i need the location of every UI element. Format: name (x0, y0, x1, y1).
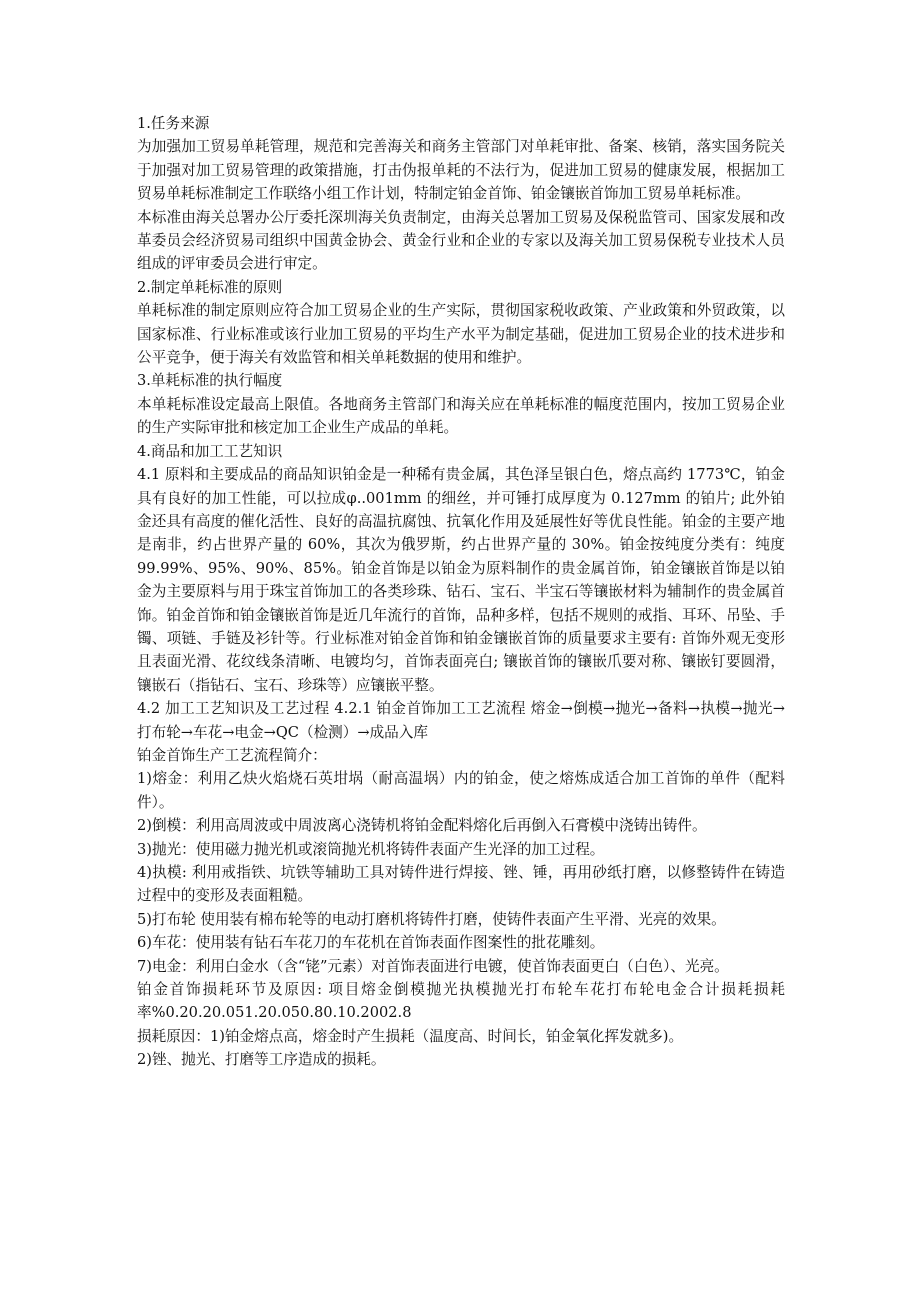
paragraph-principles: 单耗标准的制定原则应符合加工贸易企业的生产实际，贯彻国家税收政策、产业政策和外贸政策，以国家标准、行业标准或该行业加工贸易的平均生产水平为制定基础，促进加工贸易企业的技术进步和公平竞争，便于海关有效监管和相关单耗数据的使用和维护。 (137, 302, 785, 367)
list-item-melting: 1)熔金：利用乙炔火焰烧石英坩埚（耐高温埚）内的铂金，使之熔炼成适合加工首饰的单件（配料件）。 (137, 770, 785, 811)
paragraph-loss-reason-2: 2)锉、抛光、打磨等工序造成的损耗。 (137, 1051, 386, 1069)
paragraph-loss-reason-1: 损耗原因：1)铂金熔点高，熔金时产生损耗（温度高、时间长，铂金氧化挥发就多)。 (137, 1027, 684, 1045)
heading-execution-range: 3.单耗标准的执行幅度 (137, 372, 283, 390)
heading-task-source: 1.任务来源 (137, 115, 210, 132)
paragraph-execution-range: 本单耗标准设定最高上限值。各地商务主管部门和海关应在单耗标准的幅度范围内，按加工贸易企业的生产实际审批和核定加工企业生产成品的单耗。 (137, 395, 785, 437)
heading-product-knowledge: 4.商品和加工工艺知识 (137, 442, 283, 460)
paragraph-purpose: 为加强加工贸易单耗管理，规范和完善海关和商务主管部门对单耗审批、备案、核销，落实国务院关于加强对加工贸易管理的政策措施，打击伪报单耗的不法行为，促进加工贸易的健康发展，根据加工贸易单耗标准制定工作联络小组工作计划，特制定铂金首饰、铂金镶嵌首饰加工贸易单耗标准。 (137, 138, 785, 203)
paragraph-loss-table: 铂金首饰损耗环节及原因: 项目熔金倒模抛光执模抛光打布轮车花打布轮电金合计损耗损耗率%0.20.20.051.20.050.80.10.2002.8 (137, 981, 785, 1022)
list-item-filing: 4)执模: 利用戒指铁、坑铁等辅助工具对铸件进行焊接、锉、锤，再用砂纸打磨，以修整铸件在铸造过程中的变形及表面粗糙。 (137, 864, 785, 905)
document-body (137, 112, 785, 1072)
list-item-buffing: 5)打布轮 使用装有棉布轮等的电动打磨机将铸件打磨，使铸件表面产生平滑、光亮的效果。 (137, 910, 726, 928)
list-item-engraving: 6)车花：使用装有钻石车花刀的车花机在首饰表面作图案性的批花雕刻。 (137, 934, 605, 952)
paragraph-process-flow: 4.2 加工工艺知识及工艺过程 4.2.1 铂金首饰加工工艺流程 熔金→倒模→抛光→备料→执模→抛光→打布轮→车花→电金→QC（检测）→成品入库 (137, 700, 785, 741)
paragraph-process-intro: 铂金首饰生产工艺流程简介： (137, 746, 327, 764)
list-item-casting: 2)倒模：利用高周波或中周波离心浇铸机将铂金配料熔化后再倒入石膏模中浇铸出铸件。 (137, 817, 707, 835)
paragraph-drafting-authority: 本标准由海关总署办公厅委托深圳海关负责制定，由海关总署加工贸易及保税监管司、国家发展和改革委员会经济贸易司组织中国黄金协会、黄金行业和企业的专家以及海关加工贸易保税专业技术人员组成的评审委员会进行审定。 (137, 208, 785, 273)
heading-principles: 2.制定单耗标准的原则 (137, 278, 283, 296)
list-item-plating: 7)电金：利用白金水（含“铑”元素）对首饰表面进行电镀，使首饰表面更白（白色）、光亮。 (137, 957, 729, 975)
list-item-polishing: 3)抛光：使用磁力抛光机或滚筒抛光机将铸件表面产生光泽的加工过程。 (137, 840, 605, 858)
paragraph-platinum-knowledge: 4.1 原料和主要成品的商品知识铂金是一种稀有贵金属，其色泽呈银白色，熔点高约 1773℃，铂金具有良好的加工性能，可以拉成φ..001mm 的细丝，并可锤打成厚度为 0.127mm 的铂片; 此外铂金还具有高度的催化活性、良好的高温抗腐蚀、抗氧化作用及延展性好等优良性能。铂金的主要产地是南非，约占世界产量的 60%，其次为俄罗斯，约占世界产量的 30%。铂金按纯度分类有：纯度 99.99%、95%、90%、85%。铂金首饰是以铂金为原料制作的贵金属首饰，铂金镶嵌首饰是以铂金为主要原料与用于珠宝首饰加工的各类珍珠、钻石、宝石、半宝石等镶嵌材料为辅制作的贵金属首饰。铂金首饰和铂金镶嵌首饰是近几年流行的首饰，品种多样，包括不规则的戒指、耳环、吊坠、手镯、项链、手链及衫针等。行业标准对铂金首饰和铂金镶嵌首饰的质量要求主要有: 首饰外观无变形且表面光滑、花纹线条清晰、电镀均匀，首饰表面亮白; 镶嵌首饰的镶嵌爪要对称、镶嵌钉要圆滑，镶嵌石（指钻石、宝石、珍珠等）应镶嵌平整。 (137, 466, 785, 694)
